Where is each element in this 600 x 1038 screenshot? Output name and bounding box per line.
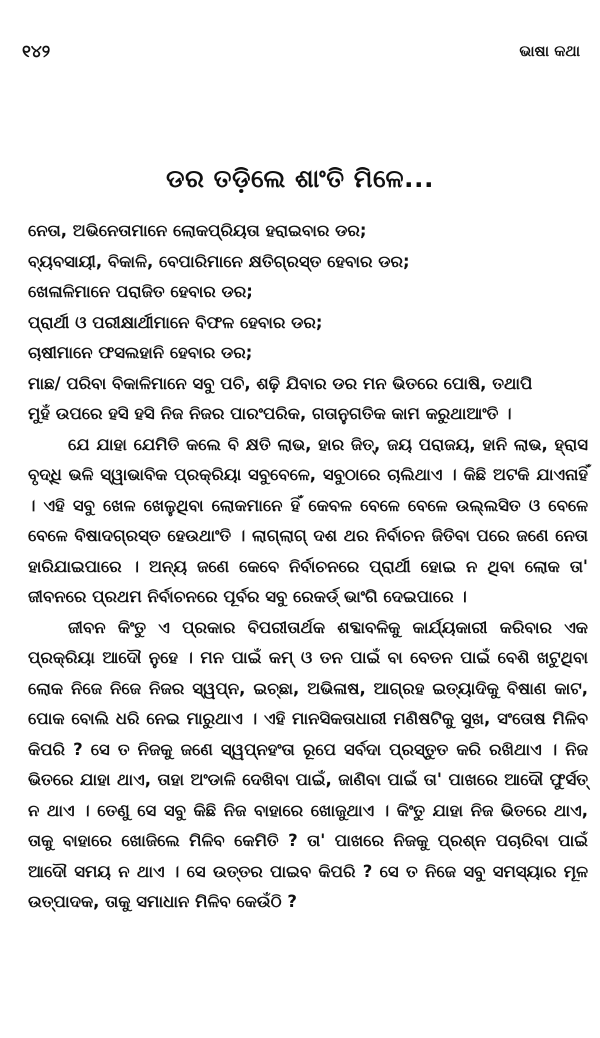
intro-line: ଖେଳାଳିମାନେ ପରାଜିତ ହେବାର ଡର; [28,282,253,301]
intro-line: ଚାଷୀମାନେ ଫସଲହାନି ହେବାର ଡର; [28,343,253,362]
page-header [22,42,580,66]
chapter-title: ଡର ତଡ଼ିଲେ ଶାଂତି ମିଳେ... [165,164,435,193]
intro-line: ମାଛ/ ପରିବା ବିକାଳିମାନେ ସବୁ ପଚି, ଶଢ଼ି ଯିବାର ଡର ମନ ଭିତରେ ପୋଷି, ତଥାପି [28,373,533,393]
intro-line: ବ୍ୟବସାୟୀ, ବିକାଳି, ବେପାରିମାନେ କ୍ଷତିଗ୍ରସ୍ତ ହେବାର ଡର; [28,251,410,271]
intro-line: ପ୍ରାର୍ଥୀ ଓ ପରୀକ୍ଷାର୍ଥୀମାନେ ବିଫଳ ହେବାର ଡର; [28,312,323,332]
body-text [28,216,588,918]
intro-line: ନେତା, ଅଭିନେତାମାନେ ଲୋକପ୍ରିୟତା ହରାଇବାର ଡର; [28,221,367,240]
page-number: ୧୪୨ [22,42,51,62]
paragraph: ଯେ ଯାହା ଯେମିତି କଲେ ବି କ୍ଷତି ଲାଭ, ହାର ଜିତ୍, ଜୟ ପରାଜୟ, ହାନି ଲାଭ, ହ୍ରାସ ବୃଦ୍ଧି ଭଳି ସ୍ୱାଭାବିକ ପ୍ରକ୍ରିୟା ସବୁବେଳେ, ସବୁଠାରେ ଚାଲିଥାଏ । କିଛି ଅଟକି ଯାଏନାହିଁ । ଏହି ସବୁ ଖେଳ ଖେଳୁଥିବା ଲୋକମାନେ ହିଁ କେବଳ ବେଳେ ବେଳେ ଉଲ୍ଲସିତ ଓ ବେଳେ ବେଳେ ବିଷାଦଗ୍ରସ୍ତ ହେଉଥାଂତି । ଲାଗ୍‌ଲାଗ୍ ଦଶ ଥର ନିର୍ବାଚନ ଜିତିବା ପରେ ଜଣେ ନେତା ହାରିଯାଇପାରେ । ଅନ୍ୟ ଜଣେ କେବେ ନିର୍ବାଚନରେ ପ୍ରାର୍ଥୀ ହୋଇ ନ ଥିବା ଲୋକ ତା' ଜୀବନରେ ପ୍ରଥମ ନିର୍ବାଚନରେ ପୂର୍ବର ସବୁ ରେକର୍ଡ୍ ଭାଂଗି ଦେଇପାରେ । [28,434,588,606]
running-head: ଭାଷା କଥା [519,42,580,60]
paragraph: ଜୀବନ କିଂତୁ ଏ ପ୍ରକାର ବିପରୀତାର୍ଥକ ଶବ୍ଦାବଳିକୁ କାର୍ଯ୍ୟକାରୀ କରିବାର ଏକ ପ୍ରକ୍ରିୟା ଆଦୌ ନୁହେ । ମନ ପାଇଁ କମ୍ ଓ ତନ ପାଇଁ ବା ବେତନ ପାଇଁ ବେଶି ଖଟୁଥିବା ଲୋକ ନିଜେ ନିଜେ ନିଜର ସ୍ୱପ୍ନ, ଇଚ୍ଛା, ଅଭିଳାଷ, ଆଗ୍ରହ ଇତ୍ୟାଦିକୁ ବିଷାଣ କାଟ, ପୋକ ବୋଲି ଧରି ନେଇ ମାରୁଥାଏ । ଏହି ମାନସିକତାଧାରୀ ମଣିଷଟିକୁ ସୁଖ, ସଂତୋଷ ମିଳିବ କିପରି ? ସେ ତ ନିଜକୁ ଜଣେ ସ୍ୱପ୍ନହଂତା ରୂପେ ସର୍ବଦା ପ୍ରସ୍ତୁତ କରି ରଖିଥାଏ । ନିଜ ଭିତରେ ଯାହା ଥାଏ, ତାହା ଅଂଡାଳି ଦେଖିବା ପାଇଁ, ଜାଣିବା ପାଇଁ ତା' ପାଖରେ ଆଦୌ ଫୁର୍ସତ୍ ନ ଥାଏ । ତେଣୁ ସେ ସବୁ କିଛି ନିଜ ବାହାରେ ଖୋଜୁଥାଏ । କିଂତୁ ଯାହା ନିଜ ଭିତରେ ଥାଏ, ତାକୁ ବାହାରେ ଖୋଜିଲେ ମିଳିବ କେମିତି ? ତା' ପାଖରେ ନିଜକୁ ପ୍ରଶ୍ନ ପଚାରିବା ପାଇଁ ଆଦୌ ସମୟ ନ ଥାଏ । ସେ ଉତ୍ତର ପାଇବ କିପରି ? ସେ ତ ନିଜେ ସବୁ ସମସ୍ୟାର ମୂଳ ଉତ୍ପାଦକ, ତାକୁ ସମାଧାନ ମିଳିବ କେଉଁଠି ? [28,617,588,911]
intro-line: ମୁହଁ ଉପରେ ହସି ହସି ନିଜ ନିଜର ପାରଂପରିକ, ଗତାନୁଗତିକ କାମ କରୁଥାଆଂତି । [28,404,512,423]
